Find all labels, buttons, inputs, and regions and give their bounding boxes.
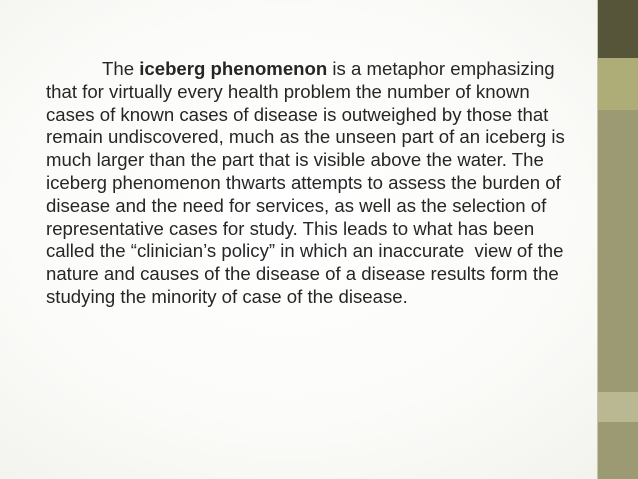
slide-paragraph [46, 58, 571, 309]
sidebar-dark-block [598, 0, 638, 58]
sidebar-gold-block [598, 58, 638, 110]
paragraph-intro: The [102, 58, 140, 79]
paragraph-body: is a metaphor emphasizing that for virtually every health problem the number of known cases of known cases of disease is outweighed by those that remain undiscovered, much as the unseen part of an iceberg is much larger than the part that is visible above the water. The iceberg phenomenon thwarts attempts to assess the burden of disease and the need for services, as well as the selection of representative cases for study. This leads to what has been called the “clinician’s policy” in which an inaccurate view of the nature and causes of the disease of a disease results form the studying the minority of case of the disease. [46, 58, 571, 307]
paragraph-term: iceberg phenomenon [139, 58, 328, 79]
sidebar-light-block [598, 392, 638, 422]
